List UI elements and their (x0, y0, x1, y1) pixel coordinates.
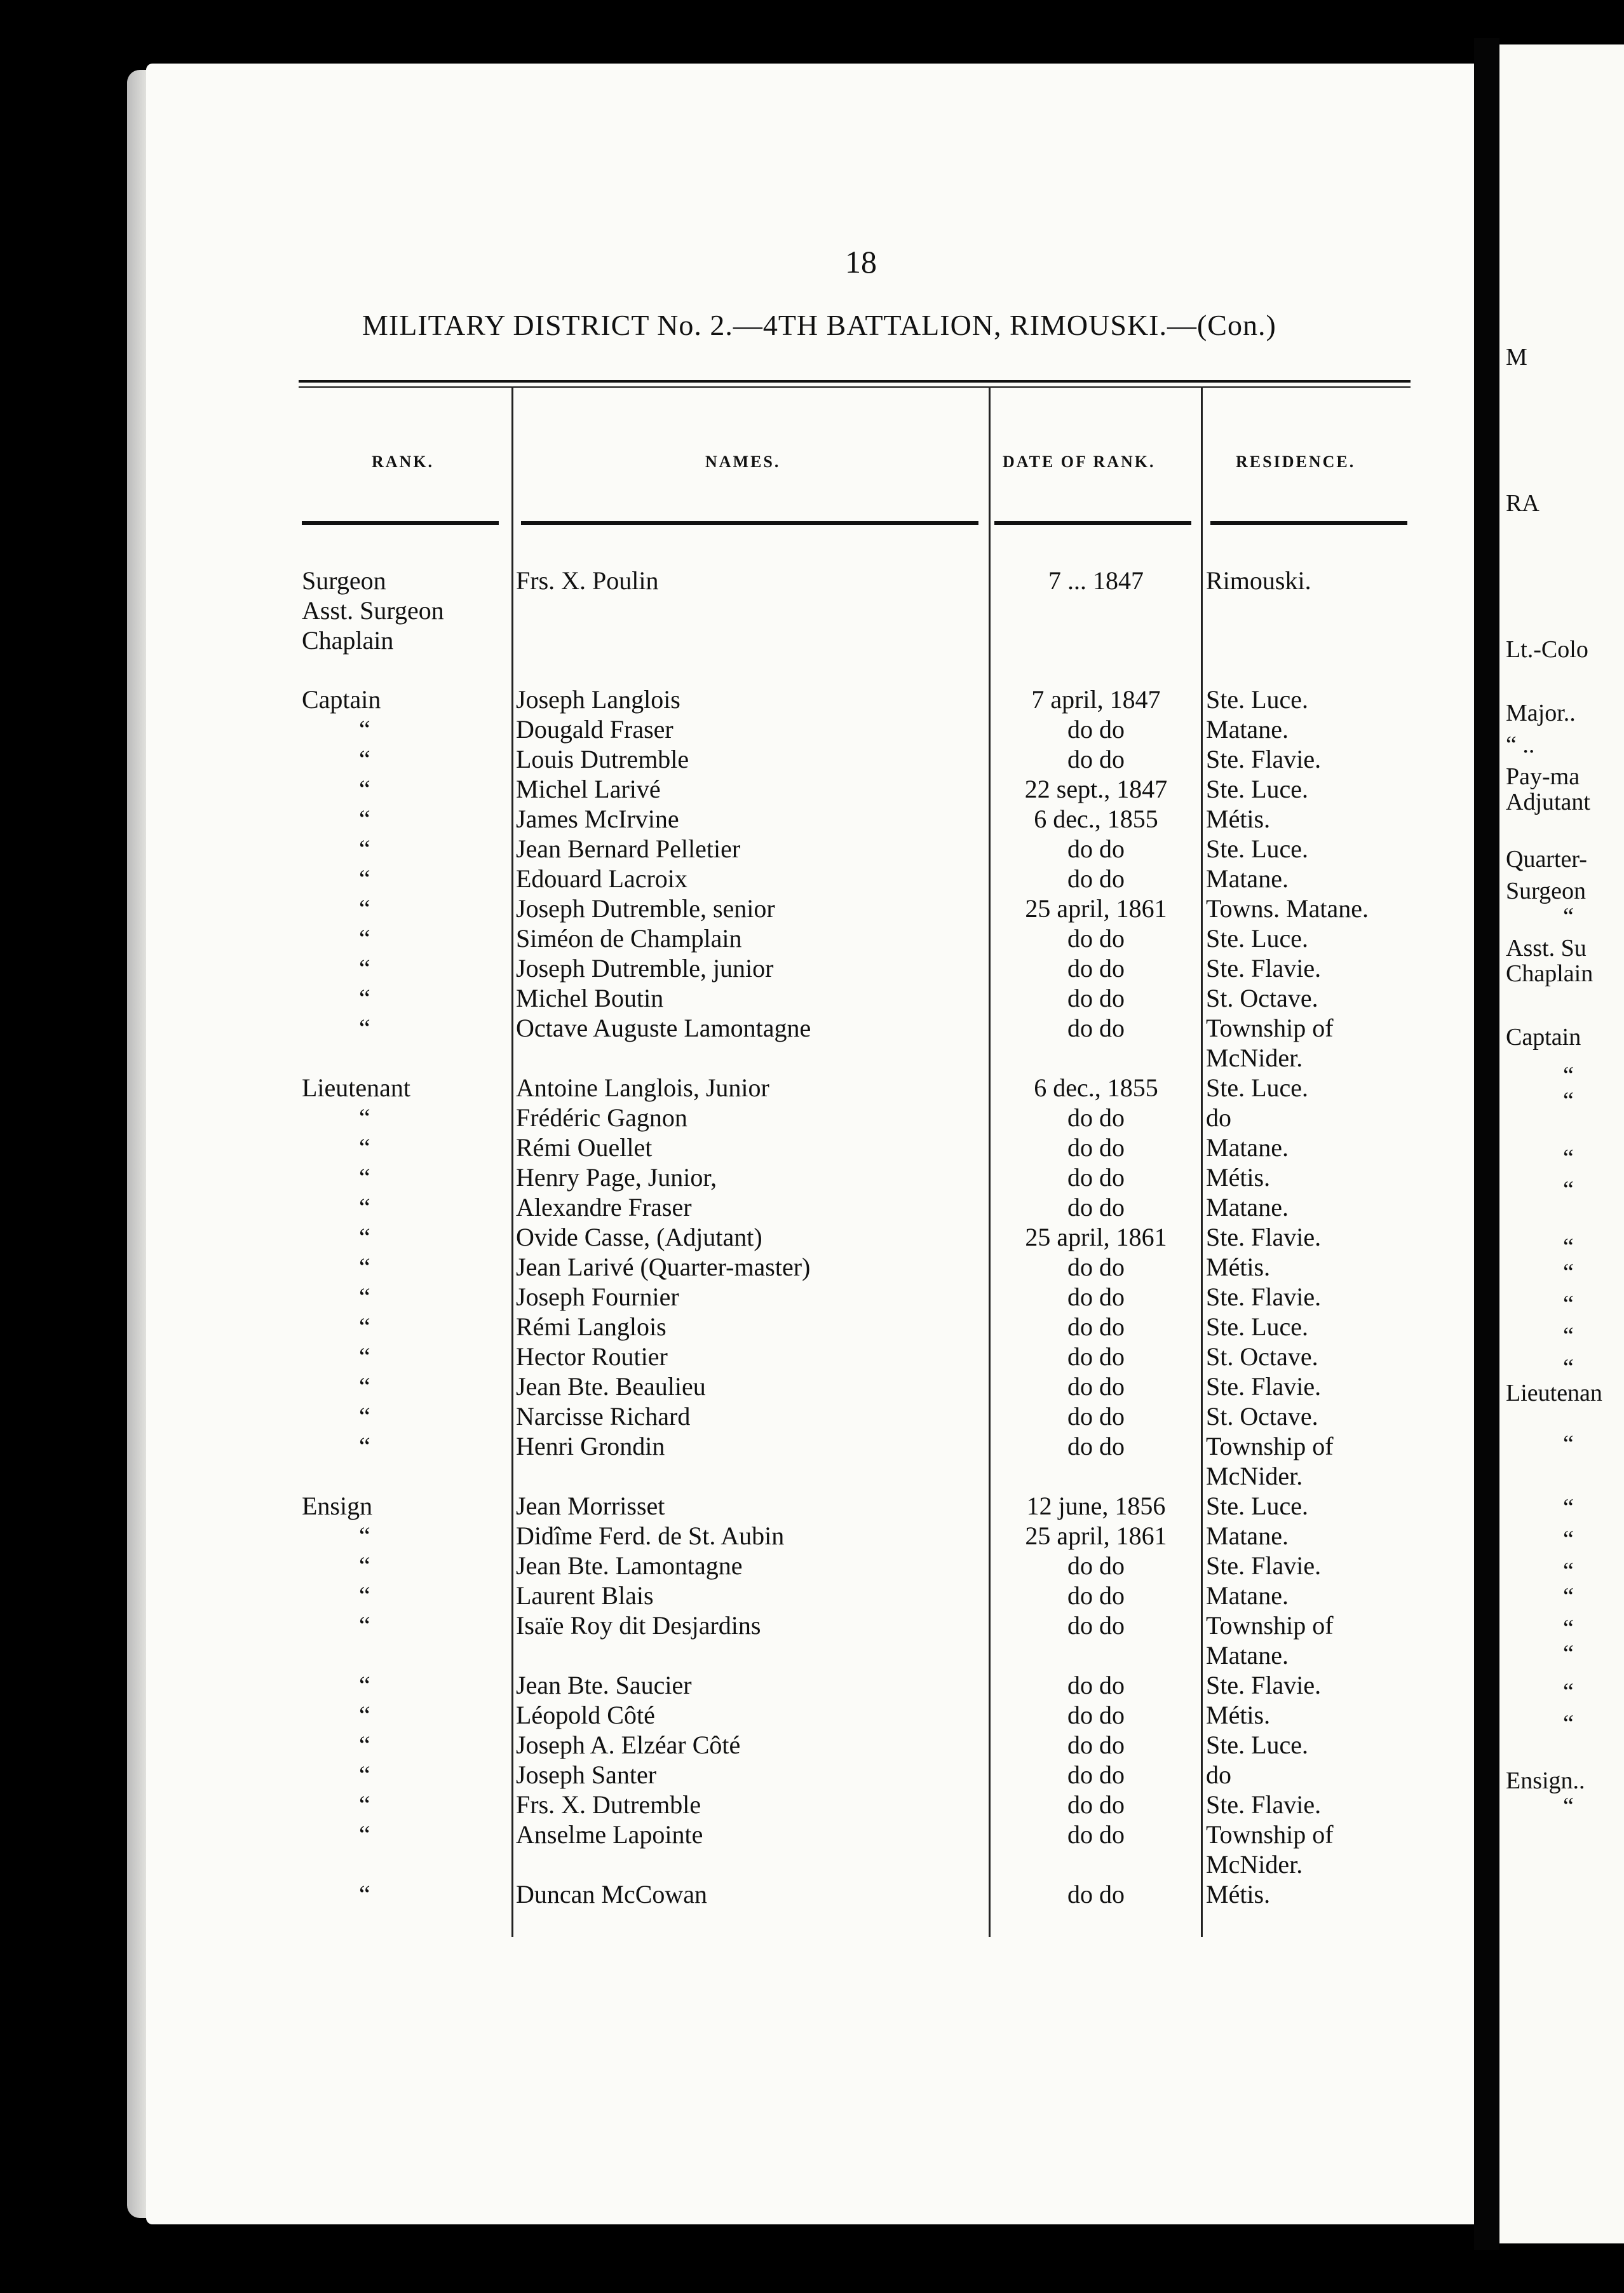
residence-cell: Rimouski. (1206, 566, 1311, 595)
date-cell: 7 april, 1847 (1031, 685, 1161, 714)
rank-cell: “ (359, 1820, 370, 1849)
date-cell: do do (1067, 745, 1125, 773)
rank-cell: “ (359, 1402, 370, 1431)
date-cell: do do (1067, 1312, 1125, 1341)
residence-cell: St. Octave. (1206, 1402, 1318, 1431)
residence-cell: Matane. (1206, 1521, 1289, 1550)
date-cell: do do (1067, 1163, 1125, 1192)
name-cell: Anselme Lapointe (516, 1820, 703, 1849)
name-cell: Antoine Langlois, Junior (516, 1073, 769, 1102)
next-page-fragment: “ (1563, 1176, 1574, 1203)
residence-cell: Matane. (1206, 1641, 1289, 1670)
residence-cell: Ste. Flavie. (1206, 1671, 1322, 1699)
next-page-fragment: “ (1563, 1291, 1574, 1317)
date-cell: 6 dec., 1855 (1034, 1073, 1158, 1102)
residence-cell: McNider. (1206, 1462, 1303, 1490)
name-cell: Rémi Ouellet (516, 1133, 653, 1162)
name-cell: Joseph Dutremble, senior (516, 894, 775, 923)
date-cell: do do (1067, 1402, 1125, 1431)
residence-cell: Métis. (1206, 805, 1271, 833)
residence-cell: Métis. (1206, 1701, 1271, 1729)
rank-cell: “ (359, 1611, 370, 1640)
date-cell: do do (1067, 1014, 1125, 1042)
residence-cell: Township of (1206, 1820, 1334, 1849)
name-cell: Ovide Casse, (Adjutant) (516, 1223, 762, 1251)
rank-cell: “ (359, 1551, 370, 1580)
next-page-fragment: Asst. Su (1506, 935, 1587, 962)
name-cell: Léopold Côté (516, 1701, 655, 1729)
rank-cell: “ (359, 1760, 370, 1789)
date-cell: do do (1067, 1760, 1125, 1789)
rank-cell: “ (359, 775, 370, 803)
next-page-fragment: “ (1563, 1323, 1574, 1349)
next-page-fragment: M (1506, 344, 1527, 371)
name-cell: Joseph Langlois (516, 685, 680, 714)
residence-cell: Ste. Luce. (1206, 1731, 1309, 1759)
next-page-fragment: “ (1563, 1087, 1574, 1114)
residence-cell: Ste. Flavie. (1206, 1372, 1322, 1401)
name-cell: Narcisse Richard (516, 1402, 691, 1431)
name-cell: Henry Page, Junior, (516, 1163, 717, 1192)
rank-cell: “ (359, 1163, 370, 1192)
residence-cell: Métis. (1206, 1253, 1271, 1281)
rank-cell: “ (359, 1880, 370, 1909)
page-number: 18 (845, 244, 877, 280)
residence-cell: Matane. (1206, 1133, 1289, 1162)
residence-cell: Township of (1206, 1611, 1334, 1640)
date-cell: do do (1067, 1880, 1125, 1909)
name-cell: James McIrvine (516, 805, 679, 833)
name-cell: Frédéric Gagnon (516, 1103, 687, 1132)
rank-cell: Ensign (302, 1492, 373, 1520)
date-cell: do do (1067, 1133, 1125, 1162)
next-page-fragment: Chaplain (1506, 960, 1594, 987)
date-cell: do do (1067, 1103, 1125, 1132)
name-cell: Siméon de Champlain (516, 924, 742, 953)
residence-cell: Métis. (1206, 1163, 1271, 1192)
residence-cell: Matane. (1206, 1193, 1289, 1221)
rank-cell: “ (359, 1223, 370, 1251)
rank-cell: Asst. Surgeon (302, 596, 444, 625)
date-cell: 7 ... 1847 (1048, 566, 1144, 595)
rank-cell: “ (359, 715, 370, 744)
residence-cell: Ste. Flavie. (1206, 1223, 1322, 1251)
residence-cell: Ste. Flavie. (1206, 1551, 1322, 1580)
column-header-date: DATE OF RANK. (1003, 452, 1156, 471)
date-cell: do do (1067, 1432, 1125, 1460)
residence-cell: Matane. (1206, 1581, 1289, 1610)
date-cell: do do (1067, 1820, 1125, 1849)
rank-cell: “ (359, 954, 370, 983)
next-page-fragment: “ (1563, 1431, 1574, 1457)
next-page-fragment: Adjutant (1506, 789, 1590, 815)
next-page-fragment: “ .. (1506, 731, 1535, 758)
column-divider (1201, 386, 1203, 1937)
rank-cell: “ (359, 1103, 370, 1132)
rank-cell: “ (359, 1581, 370, 1610)
name-cell: Frs. X. Dutremble (516, 1790, 701, 1819)
next-page-fragment: RA (1506, 490, 1539, 517)
column-header-names: NAMES. (705, 452, 781, 471)
rank-cell: “ (359, 924, 370, 953)
next-page-fragment: “ (1563, 1145, 1574, 1171)
column-divider (511, 386, 513, 1937)
name-cell: Laurent Blais (516, 1581, 654, 1610)
date-cell: do do (1067, 1283, 1125, 1311)
name-cell: Octave Auguste Lamontagne (516, 1014, 811, 1042)
residence-cell: do (1206, 1760, 1231, 1789)
residence-cell: Ste. Flavie. (1206, 745, 1322, 773)
name-cell: Joseph A. Elzéar Côté (516, 1731, 741, 1759)
rank-cell: Captain (302, 685, 381, 714)
next-page-fragment: “ (1563, 1354, 1574, 1381)
next-page-fragment: “ (1563, 1678, 1574, 1705)
rank-cell: “ (359, 1790, 370, 1819)
page-gutter (1474, 38, 1499, 2250)
next-page-fragment: “ (1563, 1494, 1574, 1521)
name-cell: Frs. X. Poulin (516, 566, 659, 595)
rank-cell: “ (359, 1701, 370, 1729)
residence-cell: Township of (1206, 1432, 1334, 1460)
residence-cell: Matane. (1206, 715, 1289, 744)
residence-cell: Ste. Flavie. (1206, 954, 1322, 983)
next-page-fragment: “ (1563, 1640, 1574, 1667)
rank-cell: “ (359, 984, 370, 1012)
name-cell: Joseph Santer (516, 1760, 657, 1789)
name-cell: Edouard Lacroix (516, 864, 687, 893)
rank-cell: Surgeon (302, 566, 386, 595)
date-cell: 22 sept., 1847 (1024, 775, 1168, 803)
rank-cell: “ (359, 1521, 370, 1550)
name-cell: Rémi Langlois (516, 1312, 667, 1341)
header-underline (1210, 521, 1407, 525)
name-cell: Jean Bernard Pelletier (516, 834, 741, 863)
rank-cell: “ (359, 745, 370, 773)
date-cell: do do (1067, 954, 1125, 983)
next-page-fragment: “ (1563, 1793, 1574, 1820)
header-underline (994, 521, 1191, 525)
date-cell: do do (1067, 1551, 1125, 1580)
date-cell: 6 dec., 1855 (1034, 805, 1158, 833)
next-page-fragment: “ (1563, 1710, 1574, 1737)
name-cell: Louis Dutremble (516, 745, 689, 773)
rank-cell: “ (359, 1133, 370, 1162)
name-cell: Jean Larivé (Quarter-master) (516, 1253, 811, 1281)
rank-cell: “ (359, 864, 370, 893)
next-page-fragment: “ (1563, 1583, 1574, 1610)
column-header-rank: RANK. (372, 452, 435, 471)
date-cell: 25 april, 1861 (1025, 1223, 1167, 1251)
name-cell: Isaïe Roy dit Desjardins (516, 1611, 761, 1640)
residence-cell: Ste. Luce. (1206, 1492, 1309, 1520)
name-cell: Dougald Fraser (516, 715, 673, 744)
residence-cell: Ste. Flavie. (1206, 1283, 1322, 1311)
rank-cell: “ (359, 1432, 370, 1460)
residence-cell: Ste. Luce. (1206, 924, 1309, 953)
header-underline (521, 521, 978, 525)
residence-cell: Matane. (1206, 864, 1289, 893)
residence-cell: Ste. Luce. (1206, 1312, 1309, 1341)
rank-cell: “ (359, 1014, 370, 1042)
next-page-fragment: “ (1563, 1558, 1574, 1584)
name-cell: Joseph Dutremble, junior (516, 954, 774, 983)
rank-cell: “ (359, 805, 370, 833)
rank-cell: “ (359, 1731, 370, 1759)
next-page-fragment: Surgeon (1506, 878, 1586, 904)
next-page-fragment: “ (1563, 903, 1574, 930)
date-cell: do do (1067, 924, 1125, 953)
residence-cell: Ste. Luce. (1206, 834, 1309, 863)
name-cell: Henri Grondin (516, 1432, 665, 1460)
top-rule (299, 380, 1411, 383)
date-cell: do do (1067, 1581, 1125, 1610)
residence-cell: McNider. (1206, 1044, 1303, 1072)
date-cell: do do (1067, 715, 1125, 744)
name-cell: Alexandre Fraser (516, 1193, 692, 1221)
rank-cell: “ (359, 1342, 370, 1371)
residence-cell: Ste. Luce. (1206, 775, 1309, 803)
name-cell: Jean Bte. Saucier (516, 1671, 692, 1699)
rank-cell: “ (359, 894, 370, 923)
name-cell: Jean Bte. Beaulieu (516, 1372, 706, 1401)
date-cell: do do (1067, 984, 1125, 1012)
date-cell: 12 june, 1856 (1026, 1492, 1166, 1520)
date-cell: do do (1067, 864, 1125, 893)
name-cell: Michel Larivé (516, 775, 661, 803)
name-cell: Jean Bte. Lamontagne (516, 1551, 743, 1580)
next-page-fragment: Pay-ma (1506, 763, 1580, 790)
next-page-fragment: “ (1563, 1062, 1574, 1089)
top-rule-thin (299, 386, 1411, 388)
residence-cell: St. Octave. (1206, 984, 1318, 1012)
rank-cell: “ (359, 834, 370, 863)
next-page-edge (1499, 44, 1624, 2243)
rank-cell: “ (359, 1283, 370, 1311)
rank-cell: “ (359, 1253, 370, 1281)
rank-cell: Lieutenant (302, 1073, 411, 1102)
date-cell: do do (1067, 1342, 1125, 1371)
column-header-residence: RESIDENCE. (1236, 452, 1356, 471)
next-page-fragment: Ensign.. (1506, 1767, 1585, 1794)
column-divider (989, 386, 991, 1937)
date-cell: do do (1067, 834, 1125, 863)
residence-cell: do (1206, 1103, 1231, 1132)
rank-cell: “ (359, 1671, 370, 1699)
residence-cell: Ste. Flavie. (1206, 1790, 1322, 1819)
rank-cell: Chaplain (302, 626, 394, 655)
date-cell: do do (1067, 1372, 1125, 1401)
next-page-fragment: “ (1563, 1234, 1574, 1260)
residence-cell: St. Octave. (1206, 1342, 1318, 1371)
name-cell: Duncan McCowan (516, 1880, 708, 1909)
residence-cell: Métis. (1206, 1880, 1271, 1909)
page-header: MILITARY DISTRICT No. 2.—4TH BATTALION, RIMOUSKI.—(Con.) (362, 309, 1276, 341)
date-cell: do do (1067, 1671, 1125, 1699)
name-cell: Joseph Fournier (516, 1283, 679, 1311)
next-page-fragment: Lt.-Colo (1506, 636, 1588, 663)
next-page-fragment: “ (1563, 1615, 1574, 1642)
date-cell: do do (1067, 1611, 1125, 1640)
date-cell: 25 april, 1861 (1025, 894, 1167, 923)
next-page-fragment: Lieutenan (1506, 1380, 1602, 1406)
residence-cell: Ste. Luce. (1206, 685, 1309, 714)
residence-cell: McNider. (1206, 1850, 1303, 1879)
date-cell: do do (1067, 1193, 1125, 1221)
header-underline (302, 521, 499, 525)
residence-cell: Township of (1206, 1014, 1334, 1042)
rank-cell: “ (359, 1193, 370, 1221)
rank-cell: “ (359, 1312, 370, 1341)
date-cell: do do (1067, 1731, 1125, 1759)
name-cell: Hector Routier (516, 1342, 668, 1371)
date-cell: do do (1067, 1253, 1125, 1281)
next-page-fragment: “ (1563, 1526, 1574, 1553)
next-page-fragment: Captain (1506, 1024, 1581, 1051)
date-cell: do do (1067, 1790, 1125, 1819)
residence-cell: Towns. Matane. (1206, 894, 1369, 923)
name-cell: Jean Morrisset (516, 1492, 665, 1520)
name-cell: Michel Boutin (516, 984, 664, 1012)
rank-cell: “ (359, 1372, 370, 1401)
next-page-fragment: Quarter- (1506, 846, 1587, 873)
date-cell: 25 april, 1861 (1025, 1521, 1167, 1550)
next-page-fragment: Major.. (1506, 700, 1576, 726)
next-page-fragment: “ (1563, 1259, 1574, 1286)
date-cell: do do (1067, 1701, 1125, 1729)
residence-cell: Ste. Luce. (1206, 1073, 1309, 1102)
name-cell: Didîme Ferd. de St. Aubin (516, 1521, 785, 1550)
